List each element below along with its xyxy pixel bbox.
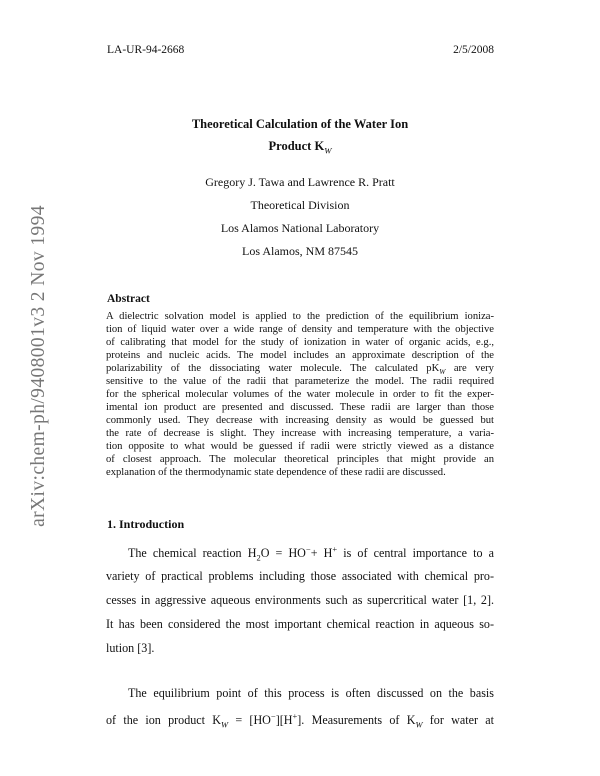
affiliation-lab: Los Alamos National Laboratory — [220, 221, 380, 235]
abstract-line: imental ion product are presented and discussed. These radii are larger than those — [106, 402, 494, 413]
report-number: LA-UR-94-2668 — [107, 44, 185, 56]
paper-title-line1: Theoretical Calculation of the Water Ion — [191, 117, 409, 131]
intro-paragraph-line: of the ion product $K_W = [HO^-][H^+]$. Measurements of $K_W$ for water at — [106, 711, 494, 730]
abstract-line: explanation of the thermodynamic state dependence of these radii are discussed. — [106, 467, 446, 478]
paper-title-line2: Product $K_W$ — [268, 139, 332, 156]
abstract-line: the rate of decrease is slight. They increase with increasing temperature, a varia- — [106, 428, 494, 439]
date: 2/5/2008 — [453, 44, 494, 56]
arxiv-identifier: arXiv:chem-ph/9408001v3 2 Nov 1994 — [28, 205, 49, 527]
intro-paragraph-line: lution [3]. — [106, 641, 155, 655]
abstract-line: sensitive to the value of the radii that parameterize the model. The radii required — [106, 376, 494, 387]
abstract-line: for the spherical molecular volumes of the water molecule in order to fit the exper- — [106, 389, 494, 400]
abstract-heading: Abstract — [107, 293, 150, 305]
section-heading-introduction: 1. Introduction — [107, 517, 185, 531]
affiliation-division: Theoretical Division — [250, 198, 350, 212]
intro-paragraph-line: variety of practical problems including those associated with chemical pro- — [106, 569, 494, 583]
intro-paragraph-line: cesses in aggressive aqueous environments such as supercritical water [1, 2]. — [106, 593, 494, 607]
abstract-line: tion opposite to what would be guessed if radii were strictly viewed as a distance — [106, 441, 494, 452]
authors: Gregory J. Tawa and Lawrence R. Pratt — [205, 175, 395, 189]
intro-paragraph-line: It has been considered the most important chemical reaction in aqueous so- — [106, 617, 494, 631]
abstract-line: of closest approach. The molecular theoretical principles that might provide an — [106, 454, 494, 465]
intro-paragraph-line: The chemical reaction $H_2O = HO^-+ H^+$ is of central importance to a — [128, 544, 495, 563]
abstract-line: polarizability of the dissociating water molecule. The calculated $pK_W$ are very — [106, 363, 494, 377]
intro-paragraph-line: The equilibrium point of this process is often discussed on the basis — [128, 686, 494, 700]
abstract-line: A dielectric solvation model is applied to the prediction of the equilibrium ioniza- — [106, 311, 494, 322]
abstract-line: tion of liquid water over a wide range of density and temperature with the objective — [106, 324, 494, 335]
abstract-line: of calibrating that model for the study of ionization in water of organic acids, e.g., — [106, 337, 494, 348]
abstract-line: proteins and nucleic acids. The model includes an approximate description of the — [106, 350, 494, 361]
abstract-line: commonly used. They decrease with increasing density as would be guessed but — [106, 415, 494, 426]
affiliation-city: Los Alamos, NM 87545 — [241, 244, 358, 258]
